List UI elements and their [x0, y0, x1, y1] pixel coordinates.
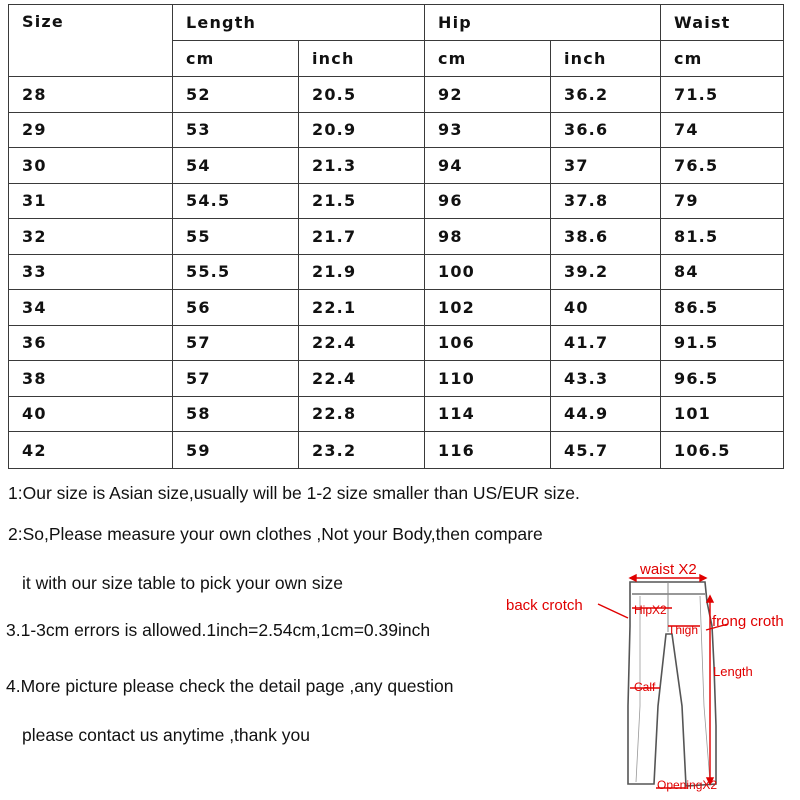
- table-cell: 55: [173, 219, 299, 255]
- label-length: Length: [713, 664, 753, 679]
- table-cell: 59: [173, 432, 299, 469]
- table-cell: 86.5: [661, 290, 784, 326]
- header-size: Size: [9, 5, 173, 77]
- table-cell: 106: [425, 325, 551, 361]
- table-cell: 40: [9, 396, 173, 432]
- table-cell: 106.5: [661, 432, 784, 469]
- table-cell: 55.5: [173, 254, 299, 290]
- table-cell: 21.9: [299, 254, 425, 290]
- table-cell: 29: [9, 112, 173, 148]
- table-cell: 100: [425, 254, 551, 290]
- table-cell: 38.6: [551, 219, 661, 255]
- table-cell: 36: [9, 325, 173, 361]
- label-thigh: Thigh: [668, 623, 699, 637]
- label-calf: Calf: [634, 680, 656, 694]
- table-cell: 71.5: [661, 77, 784, 113]
- table-cell: 110: [425, 361, 551, 397]
- note-1: 1:Our size is Asian size,usually will be 1-2 size smaller than US/EUR size.: [8, 483, 580, 503]
- label-front-crotch: frong croth: [712, 613, 784, 630]
- table-cell: 74: [661, 112, 784, 148]
- note-4-line-1: 4.More picture please check the detail page ,any question: [6, 676, 454, 696]
- label-hip: HipX2: [634, 603, 667, 617]
- unit-cell: cm: [173, 41, 299, 77]
- note-2-line-2: it with our size table to pick your own size: [22, 573, 343, 593]
- table-cell: 81.5: [661, 219, 784, 255]
- table-cell: 45.7: [551, 432, 661, 469]
- header-waist: Waist: [661, 5, 784, 41]
- table-cell: 114: [425, 396, 551, 432]
- header-length: Length: [173, 5, 425, 41]
- pants-measurement-diagram: [500, 556, 800, 800]
- table-cell: 22.8: [299, 396, 425, 432]
- table-cell: 53: [173, 112, 299, 148]
- table-cell: 36.2: [551, 77, 661, 113]
- table-cell: 54: [173, 148, 299, 184]
- table-cell: 44.9: [551, 396, 661, 432]
- table-cell: 92: [425, 77, 551, 113]
- label-waist: waist X2: [640, 561, 697, 578]
- table-cell: 36.6: [551, 112, 661, 148]
- table-cell: 31: [9, 183, 173, 219]
- table-cell: 32: [9, 219, 173, 255]
- note-3: 3.1-3cm errors is allowed.1inch=2.54cm,1cm=0.39inch: [6, 620, 431, 640]
- table-cell: 37: [551, 148, 661, 184]
- unit-cell: inch: [299, 41, 425, 77]
- table-cell: 39.2: [551, 254, 661, 290]
- table-cell: 84: [661, 254, 784, 290]
- table-cell: 21.5: [299, 183, 425, 219]
- table-cell: 23.2: [299, 432, 425, 469]
- table-cell: 101: [661, 396, 784, 432]
- table-cell: 21.3: [299, 148, 425, 184]
- table-cell: 76.5: [661, 148, 784, 184]
- table-cell: 91.5: [661, 325, 784, 361]
- table-cell: 34: [9, 290, 173, 326]
- table-cell: 20.5: [299, 77, 425, 113]
- table-cell: 79: [661, 183, 784, 219]
- note-4-line-2: please contact us anytime ,thank you: [22, 725, 310, 745]
- table-cell: 38: [9, 361, 173, 397]
- table-cell: 41.7: [551, 325, 661, 361]
- table-cell: 52: [173, 77, 299, 113]
- unit-cell: cm: [661, 41, 784, 77]
- table-cell: 28: [9, 77, 173, 113]
- table-cell: 94: [425, 148, 551, 184]
- table-cell: 40: [551, 290, 661, 326]
- label-opening: OpeningX2: [657, 778, 718, 792]
- table-cell: 37.8: [551, 183, 661, 219]
- table-cell: 96: [425, 183, 551, 219]
- table-cell: 93: [425, 112, 551, 148]
- table-cell: 96.5: [661, 361, 784, 397]
- table-cell: 33: [9, 254, 173, 290]
- table-cell: 43.3: [551, 361, 661, 397]
- note-2-line-1: 2:So,Please measure your own clothes ,Not your Body,then compare: [8, 524, 543, 544]
- table-cell: 56: [173, 290, 299, 326]
- table-cell: 42: [9, 432, 173, 469]
- table-cell: 116: [425, 432, 551, 469]
- table-cell: 20.9: [299, 112, 425, 148]
- table-cell: 21.7: [299, 219, 425, 255]
- label-back-crotch: back crotch: [506, 597, 583, 614]
- table-cell: 22.4: [299, 361, 425, 397]
- table-cell: 22.1: [299, 290, 425, 326]
- table-cell: 57: [173, 361, 299, 397]
- header-hip: Hip: [425, 5, 661, 41]
- table-cell: 54.5: [173, 183, 299, 219]
- table-cell: 102: [425, 290, 551, 326]
- table-cell: 30: [9, 148, 173, 184]
- table-cell: 22.4: [299, 325, 425, 361]
- unit-cell: inch: [551, 41, 661, 77]
- table-cell: 57: [173, 325, 299, 361]
- table-cell: 58: [173, 396, 299, 432]
- unit-cell: cm: [425, 41, 551, 77]
- table-cell: 98: [425, 219, 551, 255]
